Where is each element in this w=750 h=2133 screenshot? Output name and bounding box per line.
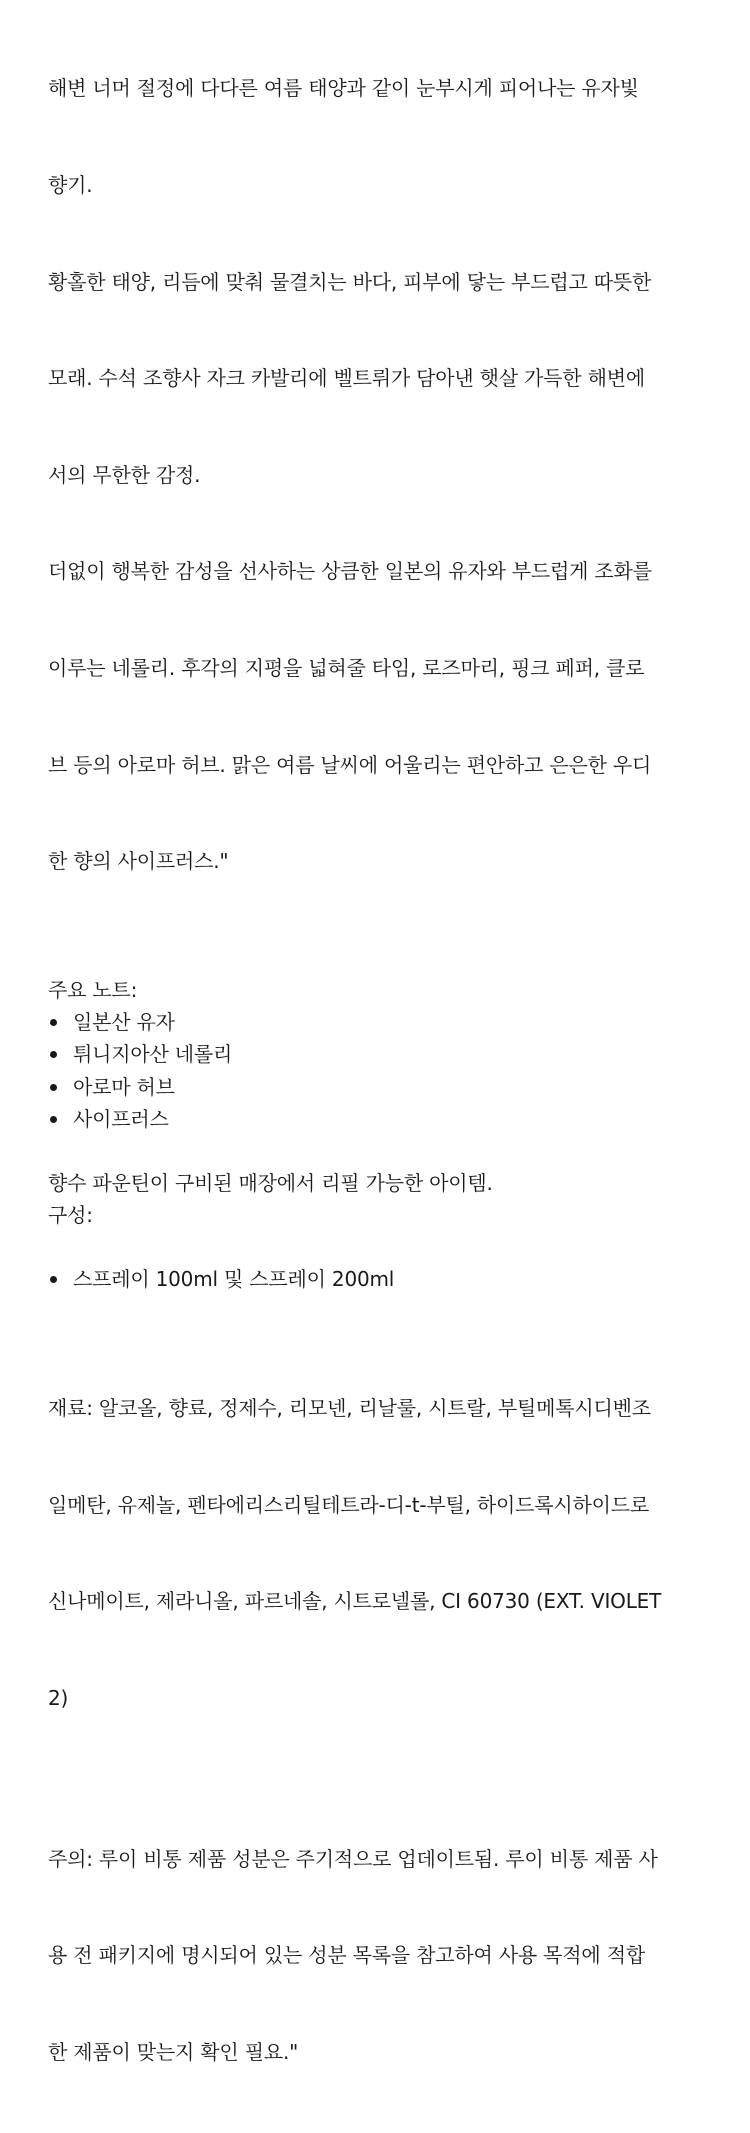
composition-heading: 구성: <box>48 1203 93 1228</box>
text-line: 일메탄, 유제놀, 펜타에리스리틸테트라-디-t-부틸, 하이드록시하이드로 <box>48 1492 649 1517</box>
description-paragraph <box>48 8 708 942</box>
composition-label: 스프레이 100ml 및 스프레이 200ml <box>73 1267 395 1292</box>
main-notes-heading: 주요 노트: <box>48 977 138 1002</box>
text-line: 이루는 네롤리. 후각의 지평을 넓혀줄 타임, 로즈마리, 핑크 페퍼, 클로 <box>48 656 645 681</box>
text-line: 주의: 루이 비통 제품 성분은 주기적으로 업데이트됨. 루이 비통 제품 사 <box>48 1846 658 1871</box>
bullet-icon <box>50 1116 57 1123</box>
bullet-icon <box>50 1019 57 1026</box>
note-label: 일본산 유자 <box>73 1010 175 1035</box>
product-description-document <box>48 8 708 2133</box>
text-line: 모래. 수석 조향사 자크 카발리에 벨트뤼가 담아낸 햇살 가득한 해변에 <box>48 366 645 391</box>
bullet-icon <box>50 1051 57 1058</box>
list-item <box>48 1006 708 1038</box>
note-label: 사이프러스 <box>73 1106 169 1131</box>
spacer <box>48 1231 708 1263</box>
bullet-icon <box>50 1276 57 1283</box>
bullet-icon <box>50 1084 57 1091</box>
text-line: 재료: 알코올, 향료, 정제수, 리모넨, 리날룰, 시트랄, 부틸메톡시디벤조 <box>48 1395 651 1420</box>
list-item <box>48 1263 708 1295</box>
text-line: 2) <box>48 1685 69 1710</box>
main-notes-list <box>48 1006 708 1135</box>
text-line: 더없이 행복한 감성을 선사하는 상큼한 일본의 유자와 부드럽게 조화를 <box>48 559 652 584</box>
composition-list <box>48 1263 708 1295</box>
ingredients-paragraph <box>48 1328 708 1779</box>
text-line: 해변 너머 절정에 다다른 여름 태양과 같이 눈부시게 피어나는 유자빛 <box>48 76 639 101</box>
text-line: 한 향의 사이프러스." <box>48 849 229 874</box>
text-line: 신나메이트, 제라니올, 파르네솔, 시트로넬롤, CI 60730 (EXT. VIOLET <box>48 1589 662 1614</box>
list-item <box>48 1103 708 1135</box>
note-label: 튀니지아산 네롤리 <box>73 1042 233 1067</box>
list-item <box>48 1038 708 1070</box>
text-line: 한 제품이 맞는지 확인 필요." <box>48 2039 299 2064</box>
notice-paragraph <box>48 1778 708 2132</box>
spacer <box>48 1296 708 1328</box>
text-line: 용 전 패키지에 명시되어 있는 성분 목록을 참고하여 사용 목적에 적합 <box>48 1943 645 1968</box>
spacer <box>48 942 708 974</box>
text-line: 서의 무한한 감정. <box>48 462 201 487</box>
refill-text: 향수 파운틴이 구비된 매장에서 리필 가능한 아이템. <box>48 1170 493 1195</box>
list-item <box>48 1071 708 1103</box>
text-line: 황홀한 태양, 리듬에 맞춰 물결치는 바다, 피부에 닿는 부드럽고 따뜻한 <box>48 269 652 294</box>
text-line: 브 등의 아로마 허브. 맑은 여름 날씨에 어울리는 편안하고 은은한 우디 <box>48 752 652 777</box>
text-line: 향기. <box>48 173 93 198</box>
spacer <box>48 1135 708 1167</box>
note-label: 아로마 허브 <box>73 1074 175 1099</box>
